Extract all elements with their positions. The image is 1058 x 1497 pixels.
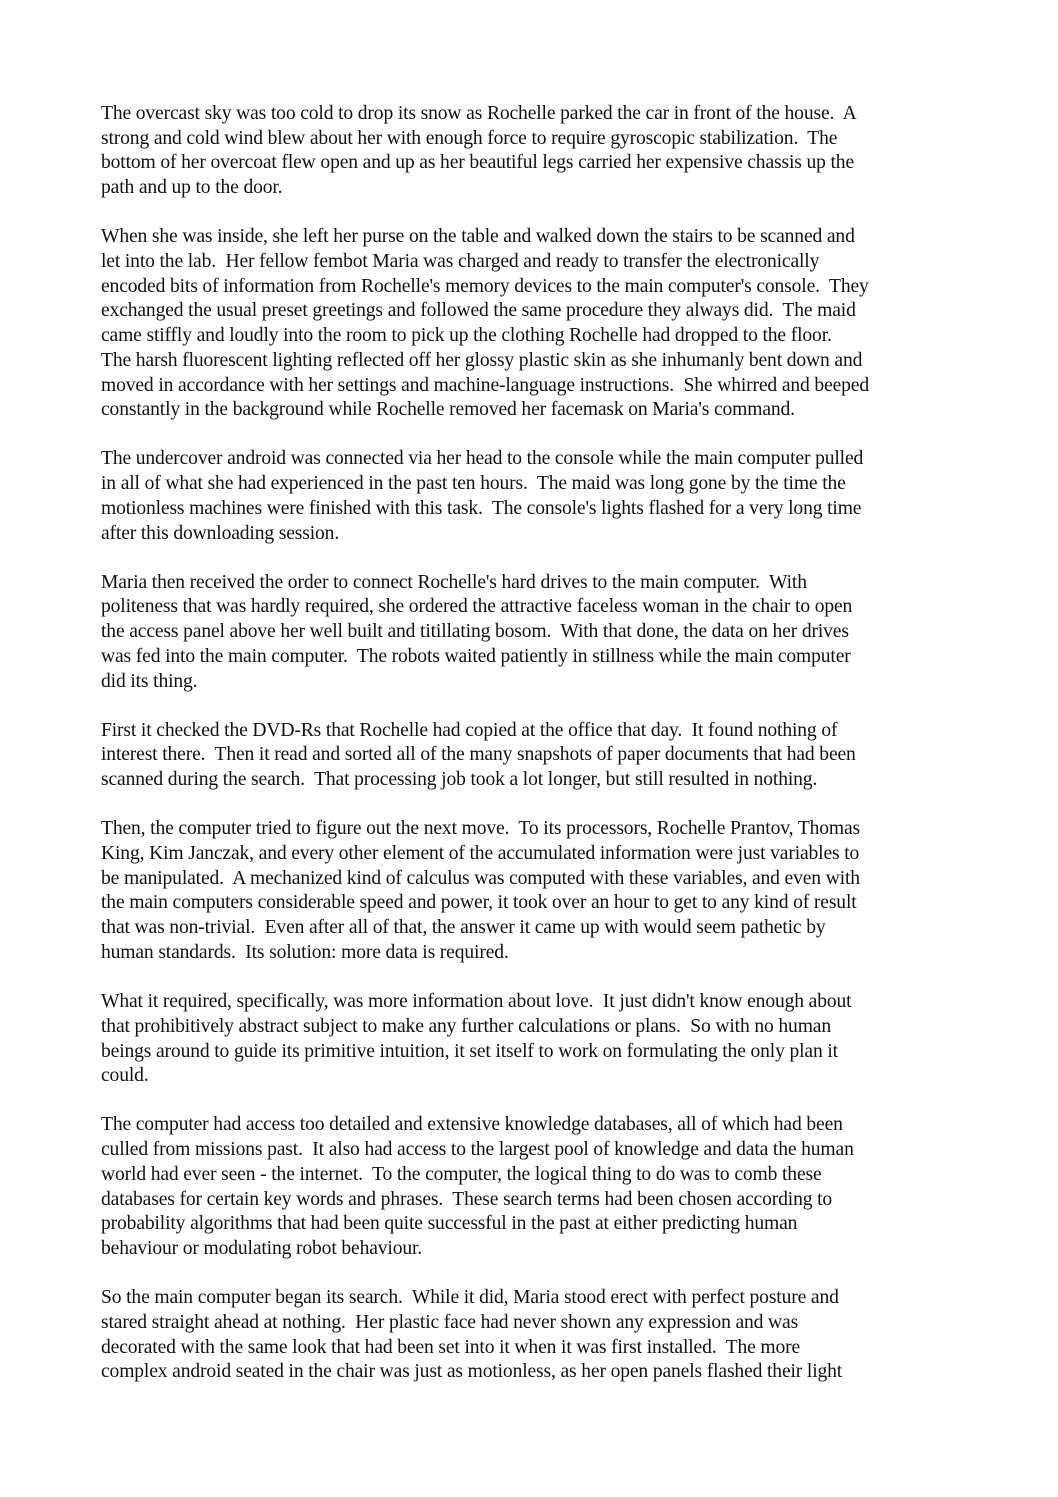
text-line: The undercover android was connected via her head to the console while the main computer pulled bbox=[101, 448, 864, 470]
document-body bbox=[101, 102, 981, 1409]
paragraph bbox=[101, 225, 981, 423]
paragraph bbox=[101, 719, 981, 793]
paragraph bbox=[101, 571, 981, 695]
text-line: encoded bits of information from Rochelle's memory devices to the main computer's console. They bbox=[101, 275, 869, 297]
text-line: culled from missions past. It also had access to the largest pool of knowledge and data the human bbox=[101, 1139, 854, 1161]
text-line: world had ever seen - the internet. To the computer, the logical thing to do was to comb these bbox=[101, 1163, 822, 1185]
text-line: probability algorithms that had been quite successful in the past at either predicting human bbox=[101, 1213, 798, 1235]
text-line: in all of what she had experienced in the past ten hours. The maid was long gone by the time the bbox=[101, 473, 846, 495]
text-line: decorated with the same look that had been set into it when it was first installed. The more bbox=[101, 1336, 801, 1358]
paragraph bbox=[101, 102, 981, 201]
text-line: The harsh fluorescent lighting reflected off her glossy plastic skin as she inhumanly bent down and bbox=[101, 349, 863, 371]
text-line: behaviour or modulating robot behaviour. bbox=[101, 1237, 423, 1259]
text-line: be manipulated. A mechanized kind of calculus was computed with these variables, and even with bbox=[101, 867, 860, 889]
text-line: What it required, specifically, was more information about love. It just didn't know enough about bbox=[101, 991, 852, 1013]
text-line: complex android seated in the chair was just as motionless, as her open panels flashed their light bbox=[101, 1361, 843, 1383]
text-line: politeness that was hardly required, she ordered the attractive faceless woman in the chair to open bbox=[101, 596, 853, 618]
text-line: after this downloading session. bbox=[101, 522, 340, 544]
paragraph bbox=[101, 817, 981, 965]
text-line: constantly in the background while Rochelle removed her facemask on Maria's command. bbox=[101, 399, 795, 421]
text-line: moved in accordance with her settings and machine-language instructions. She whirred and beeped bbox=[101, 374, 870, 396]
text-line: King, Kim Janczak, and every other element of the accumulated information were just variables to bbox=[101, 843, 860, 865]
text-line: that prohibitively abstract subject to make any further calculations or plans. So with no human bbox=[101, 1015, 831, 1037]
text-line: The computer had access too detailed and extensive knowledge databases, all of which had been bbox=[101, 1114, 843, 1136]
text-line: human standards. Its solution: more data is required. bbox=[101, 941, 509, 963]
text-line: the main computers considerable speed and power, it took over an hour to get to any kind of result bbox=[101, 892, 857, 914]
paragraph bbox=[101, 1286, 981, 1385]
text-line: beings around to guide its primitive intuition, it set itself to work on formulating the only plan it bbox=[101, 1040, 838, 1062]
text-line: The overcast sky was too cold to drop its snow as Rochelle parked the car in front of the house. A bbox=[101, 103, 857, 124]
text-line: First it checked the DVD-Rs that Rochelle had copied at the office that day. It found nothing of bbox=[101, 719, 838, 741]
text-line: the access panel above her well built and titillating bosom. With that done, the data on her drives bbox=[101, 621, 849, 643]
paragraph bbox=[101, 990, 981, 1089]
text-line: So the main computer began its search. While it did, Maria stood erect with perfect posture and bbox=[101, 1287, 839, 1309]
text-line: stared straight ahead at nothing. Her plastic face had never shown any expression and was bbox=[101, 1311, 799, 1333]
text-line: When she was inside, she left her purse on the table and walked down the stairs to be scanned and bbox=[101, 226, 855, 248]
text-line: interest there. Then it read and sorted all of the many snapshots of paper documents that had been bbox=[101, 744, 856, 766]
text-line: Then, the computer tried to figure out the next move. To its processors, Rochelle Prantov, Thomas bbox=[101, 818, 860, 840]
paragraph bbox=[101, 1113, 981, 1261]
text-line: databases for certain key words and phrases. These search terms had been chosen according to bbox=[101, 1188, 833, 1210]
text-line: path and up to the door. bbox=[101, 177, 283, 199]
text-line: scanned during the search. That processing job took a lot longer, but still resulted in nothing. bbox=[101, 769, 818, 791]
text-line: that was non-trivial. Even after all of that, the answer it came up with would seem pathetic by bbox=[101, 917, 826, 939]
text-line: did its thing. bbox=[101, 670, 198, 692]
text-line: was fed into the main computer. The robots waited patiently in stillness while the main computer bbox=[101, 645, 851, 667]
text-line: bottom of her overcoat flew open and up as her beautiful legs carried her expensive chassis up the bbox=[101, 152, 854, 174]
paragraph bbox=[101, 447, 981, 546]
text-line: could. bbox=[101, 1065, 149, 1087]
text-line: motionless machines were finished with this task. The console's lights flashed for a very long time bbox=[101, 497, 862, 519]
text-line: came stiffly and loudly into the room to pick up the clothing Rochelle had dropped to the floor. bbox=[101, 325, 832, 347]
text-line: let into the lab. Her fellow fembot Maria was charged and ready to transfer the electronically bbox=[101, 251, 820, 273]
text-line: strong and cold wind blew about her with enough force to require gyroscopic stabilization. The bbox=[101, 127, 838, 149]
text-line: Maria then received the order to connect Rochelle's hard drives to the main computer. With bbox=[101, 571, 807, 593]
text-line: exchanged the usual preset greetings and followed the same procedure they always did. The maid bbox=[101, 300, 856, 322]
